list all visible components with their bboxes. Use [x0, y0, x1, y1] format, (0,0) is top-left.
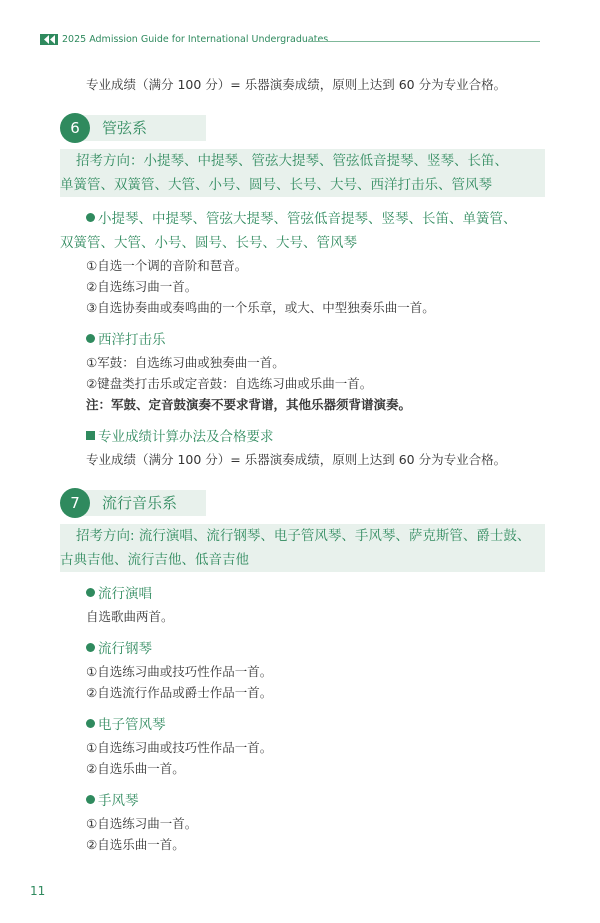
directions-line: 古典吉他、流行吉他、低音吉他: [60, 552, 249, 568]
section-title: 管弦系: [102, 119, 148, 137]
note-text: 注：军鼓、定音鼓演奏不要求背谱，其他乐器须背谱演奏。: [86, 397, 412, 412]
header-chevron-icon: [40, 34, 58, 45]
header-title: 2025 Admission Guide for International Undergraduates: [62, 34, 329, 45]
list-item: ②自选流行作品或爵士作品一首。: [86, 685, 273, 700]
bullet-square-icon: [86, 431, 95, 440]
subsection-heading: 小提琴、中提琴、管弦大提琴、管弦低音提琴、竖琴、长笛、单簧管、 双簧管、大管、小号、圆号、长号、大号、管风琴: [60, 211, 517, 251]
list-item: ②自选练习曲一首。: [86, 279, 198, 294]
page-content: [60, 74, 545, 855]
directions-line: 单簧管、双簧管、大管、小号、圆号、长号、大号、西洋打击乐、管风琴: [60, 177, 492, 193]
subsection-heading: 西洋打击乐: [60, 328, 545, 352]
score-text: 专业成绩（满分 100 分）= 乐器演奏成绩，原则上达到 60 分为专业合格。: [86, 452, 507, 467]
section-6-heading: [60, 113, 545, 143]
list-item: ①自选练习曲或技巧性作品一首。: [86, 664, 273, 679]
subsection-heading: 手风琴: [60, 789, 545, 813]
list-item: ②键盘类打击乐或定音鼓：自选练习曲或乐曲一首。: [86, 376, 373, 391]
page-header: [40, 32, 540, 48]
list-item: ②自选乐曲一首。: [86, 761, 185, 776]
bullet-dot-icon: [86, 643, 95, 652]
bullet-dot-icon: [86, 334, 95, 343]
list-item: ①自选一个调的音阶和琶音。: [86, 258, 248, 273]
section-number-badge: 7: [60, 488, 90, 518]
section-title: 流行音乐系: [102, 494, 178, 512]
bullet-dot-icon: [86, 795, 95, 804]
subsection-heading: 电子管风琴: [60, 713, 545, 737]
intro-score-text: 专业成绩（满分 100 分）= 乐器演奏成绩，原则上达到 60 分为专业合格。: [86, 77, 507, 92]
subsection-heading: 流行钢琴: [60, 637, 545, 661]
list-item: ①自选练习曲一首。: [86, 816, 198, 831]
page-number: 11: [30, 884, 46, 898]
section-6-directions: [60, 149, 545, 197]
directions-line: 招考方向：小提琴、中提琴、管弦大提琴、管弦低音提琴、竖琴、长笛、: [76, 153, 508, 169]
list-item: ③自选协奏曲或奏鸣曲的一个乐章，或大、中型独奏乐曲一首。: [86, 300, 435, 315]
subsection-heading: 流行演唱: [60, 582, 545, 606]
list-item: ①军鼓：自选练习曲或独奏曲一首。: [86, 355, 285, 370]
directions-line: 招考方向: 流行演唱、流行钢琴、电子管风琴、手风琴、萨克斯管、爵士鼓、: [76, 528, 531, 544]
list-item: ①自选练习曲或技巧性作品一首。: [86, 740, 273, 755]
section-7-heading: [60, 488, 545, 518]
list-item: 自选歌曲两首。: [86, 609, 174, 624]
subsection-heading: 专业成绩计算办法及合格要求: [60, 425, 545, 449]
bullet-dot-icon: [86, 213, 95, 222]
bullet-dot-icon: [86, 719, 95, 728]
section-7-directions: [60, 524, 545, 572]
section-number-badge: 6: [60, 113, 90, 143]
bullet-dot-icon: [86, 588, 95, 597]
header-divider: [308, 41, 540, 42]
list-item: ②自选乐曲一首。: [86, 837, 185, 852]
